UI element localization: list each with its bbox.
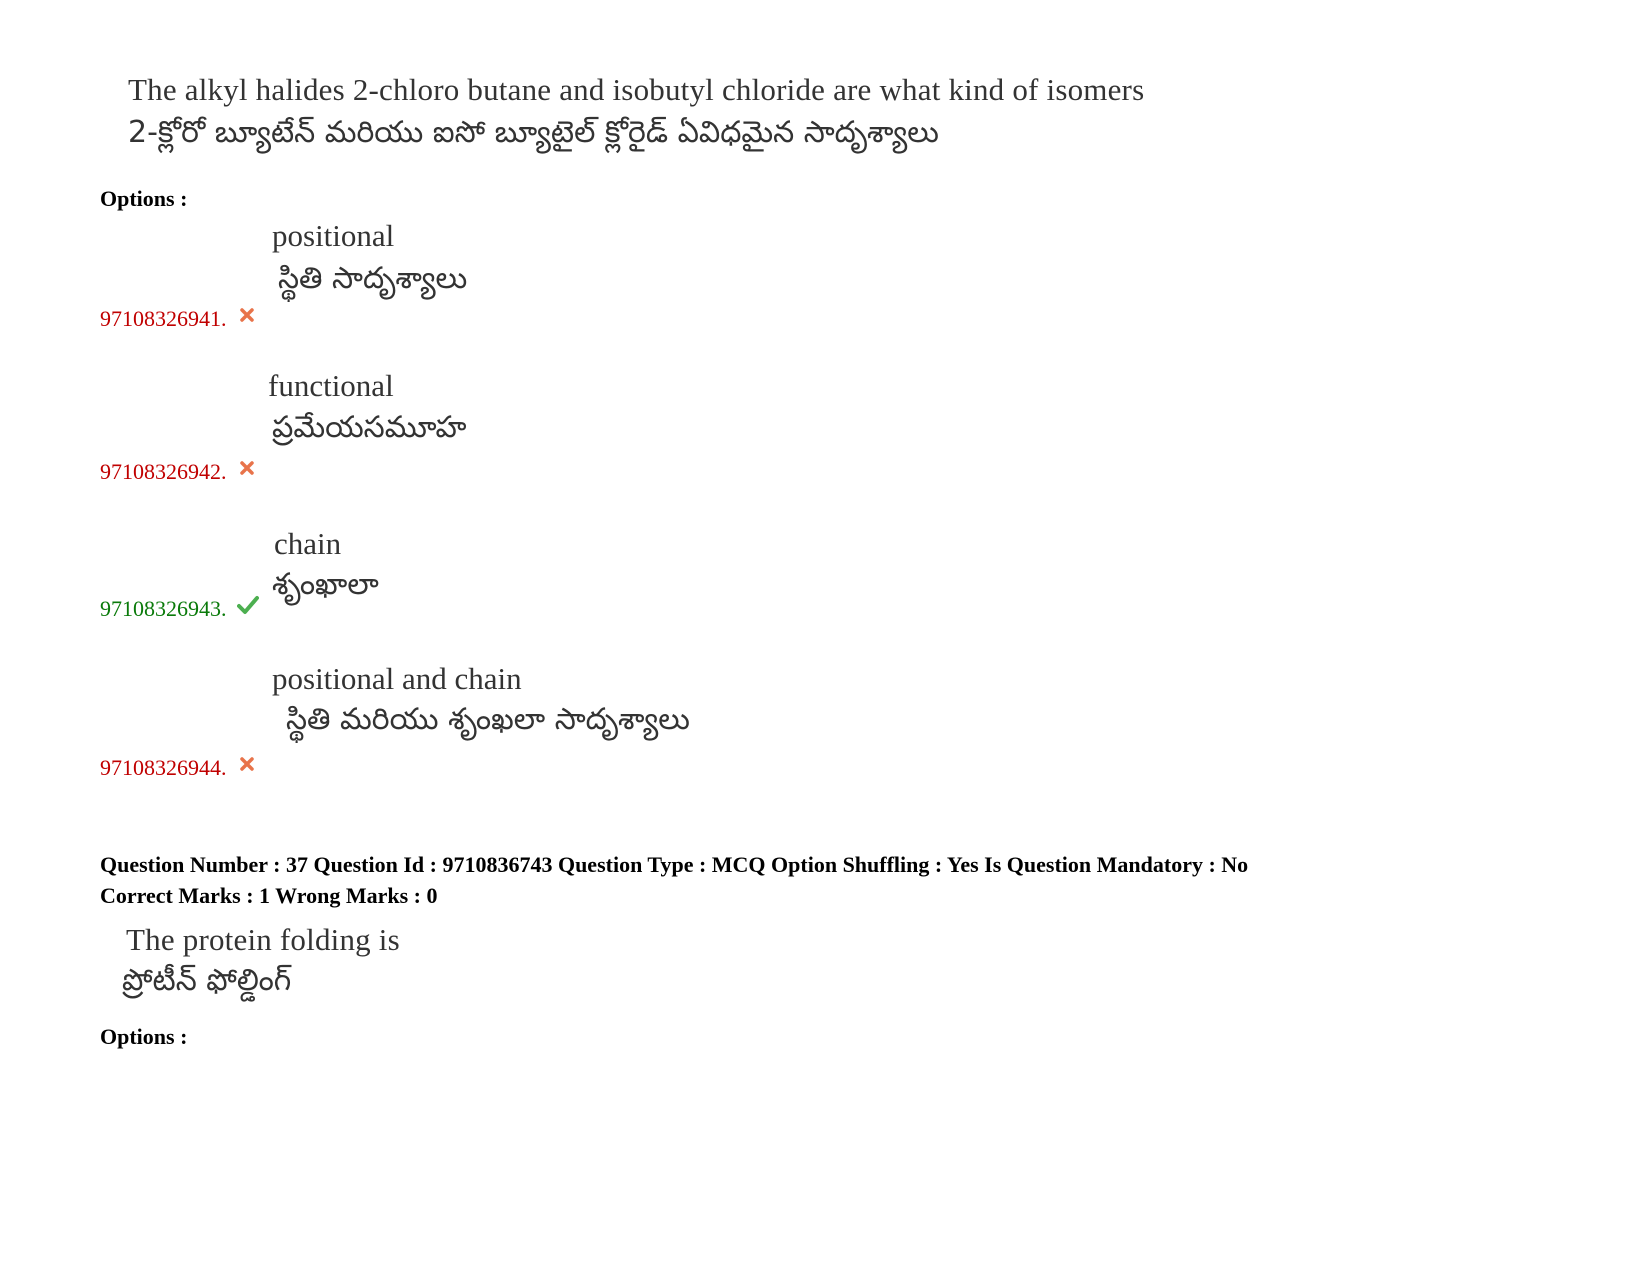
option-3-id: 97108326943. <box>100 596 227 621</box>
question-meta-line-1: Question Number : 37 Question Id : 9710836743 Question Type : MCQ Option Shuffling : Yes Is Question Mandatory : No <box>100 852 1249 877</box>
option-2-id: 97108326942. <box>100 459 227 484</box>
question-meta-line-2: Correct Marks : 1 Wrong Marks : 0 <box>100 883 438 908</box>
option-2-text-en: functional <box>268 368 394 403</box>
question-text-te: 2-క్లోరో బ్యూటేన్ మరియు ఐసో బ్యూటైల్ క్లోరైడ్ ఏవిధమైన సాదృశ్యాలు <box>128 115 939 150</box>
option-3-text-te: శృంఖాలా <box>272 567 379 602</box>
option-4-id: 97108326944. <box>100 755 227 780</box>
option-2-text-te: ప్రమేయసమూహ <box>272 410 467 445</box>
option-4-text-te: స్థితి మరియు శృంఖలా సాదృశ్యాలు <box>286 702 690 737</box>
option-3-text-en: chain <box>274 526 342 561</box>
correct-check-icon <box>237 595 259 615</box>
option-1-text-en: positional <box>272 218 395 253</box>
question-2-text-en: The protein folding is <box>126 922 400 957</box>
option-1-text-te: స్థితి సాదృశ్యాలు <box>278 261 468 296</box>
question-text-en: The alkyl halides 2-chloro butane and isobutyl chloride are what kind of isomers <box>128 72 1145 107</box>
wrong-cross-icon <box>238 459 256 477</box>
option-1-id: 97108326941. <box>100 306 227 331</box>
wrong-cross-icon <box>238 306 256 324</box>
option-4-text-en: positional and chain <box>272 661 522 696</box>
wrong-cross-icon <box>238 755 256 773</box>
options-label: Options : <box>100 186 188 211</box>
question-2-text-te: ప్రోటీన్ ఫోల్డింగ్ <box>122 963 292 998</box>
options-label-2: Options : <box>100 1024 188 1049</box>
